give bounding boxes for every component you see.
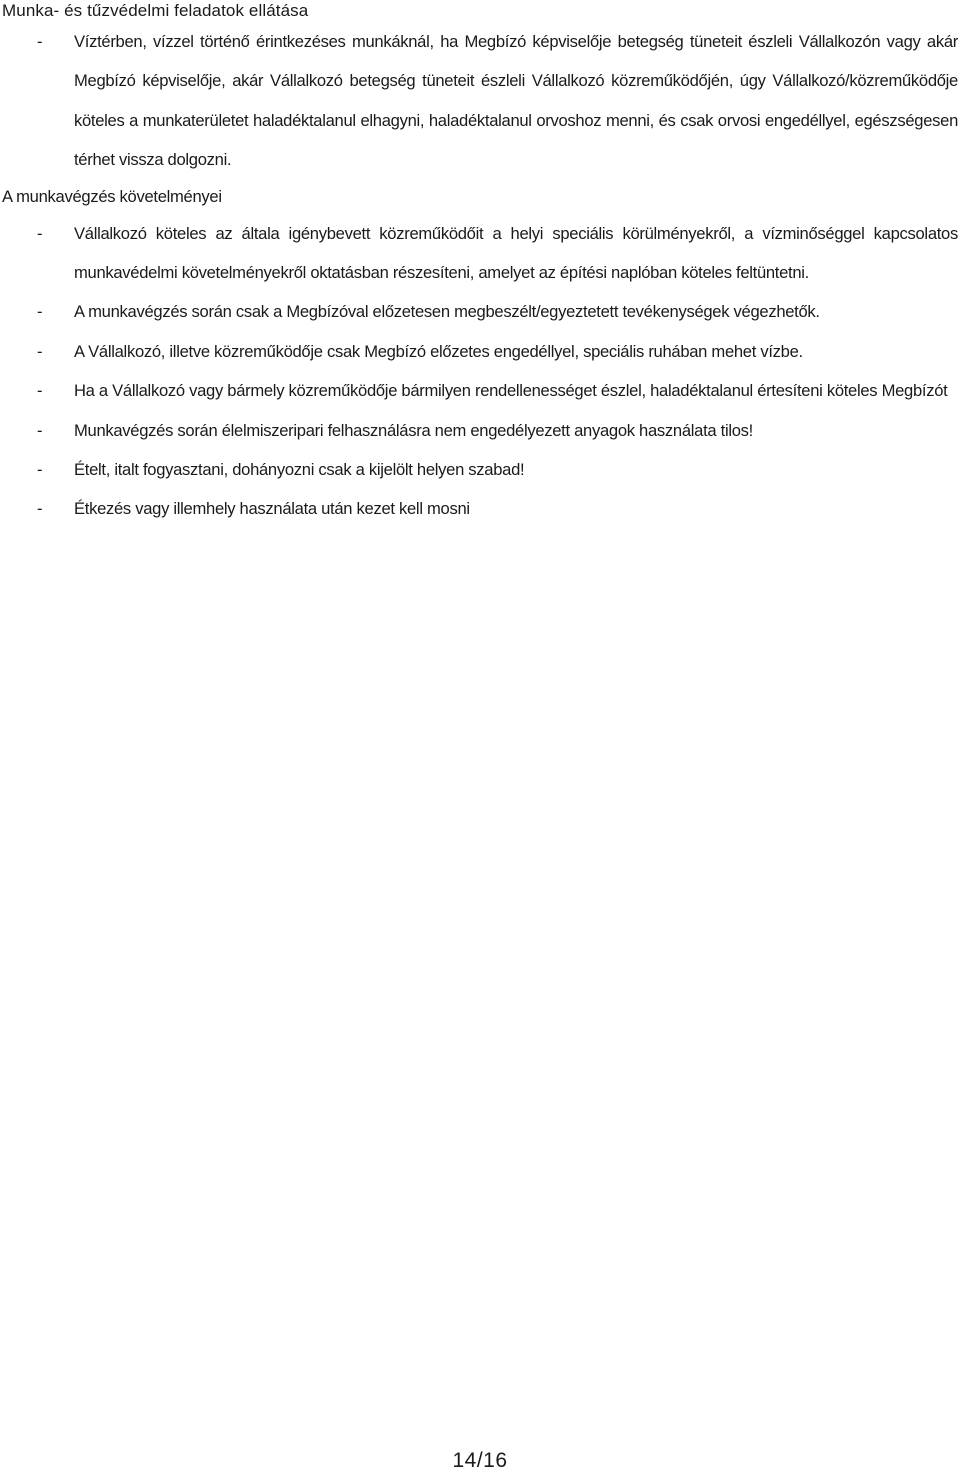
list-item — [0, 450, 958, 489]
list-item-text: Ha a Vállalkozó vagy bármely közreműködője bármilyen rendellenességet észlel, haladéktalanul értesíteni köteles Megbízót — [74, 381, 948, 401]
list-bullet: - — [37, 381, 43, 401]
list-bullet: - — [37, 460, 43, 480]
list-item — [0, 214, 958, 293]
list-item-text: Víztérben, vízzel történő érintkezéses munkáknál, ha Megbízó képviselője betegség tüneteit észleli Vállalkozón vagy akár Megbízó képviselője, akár Vállalkozó betegség tüneteit észleli Vállalkozó közreműködőjén, úgy Vállalkozó/közreműködője köteles a munkaterületet haladéktalanul elhagyni, haladéktalanul orvoshoz menni, és csak orvosi engedéllyel, egészségesen térhet vissza dolgozni. — [74, 32, 958, 170]
document-body — [0, 22, 958, 529]
list-bullet: - — [37, 223, 43, 243]
list-item-text: Vállalkozó köteles az általa igénybevett közreműködőit a helyi speciális körülményekről, a vízminőséggel kapcsolatos munkavédelmi követelményekről oktatásban részesíteni, amelyet az építési naplóban köteles feltüntetni. — [74, 223, 958, 283]
intro-list — [0, 22, 958, 180]
list-item — [0, 22, 958, 180]
list-item-text: A Vállalkozó, illetve közreműködője csak Megbízó előzetes engedéllyel, speciális ruhában mehet vízbe. — [74, 341, 803, 361]
running-header: Munka- és tűzvédelmi feladatok ellátása — [2, 1, 309, 20]
list-item — [0, 292, 958, 331]
page-number: 14/16 — [452, 1449, 508, 1472]
list-bullet: - — [37, 32, 43, 51]
section-heading: A munkavégzés követelményei — [2, 186, 222, 206]
list-bullet: - — [37, 341, 43, 361]
list-item — [0, 332, 958, 371]
list-bullet: - — [37, 302, 43, 322]
list-bullet: - — [37, 499, 43, 519]
list-item-text: Munkavégzés során élelmiszeripari felhasználásra nem engedélyezett anyagok használata tilos! — [74, 420, 753, 440]
list-bullet: - — [37, 420, 43, 440]
list-item — [0, 411, 958, 450]
list-item — [0, 371, 958, 410]
list-item-text: A munkavégzés során csak a Megbízóval előzetesen megbeszélt/egyeztetett tevékenységek végezhetők. — [74, 302, 820, 322]
list-item-text: Étkezés vagy illemhely használata után kezet kell mosni — [74, 499, 470, 519]
list-item-text: Ételt, italt fogyasztani, dohányozni csak a kijelölt helyen szabad! — [74, 460, 525, 480]
list-item — [0, 489, 958, 528]
requirements-list — [0, 214, 958, 529]
